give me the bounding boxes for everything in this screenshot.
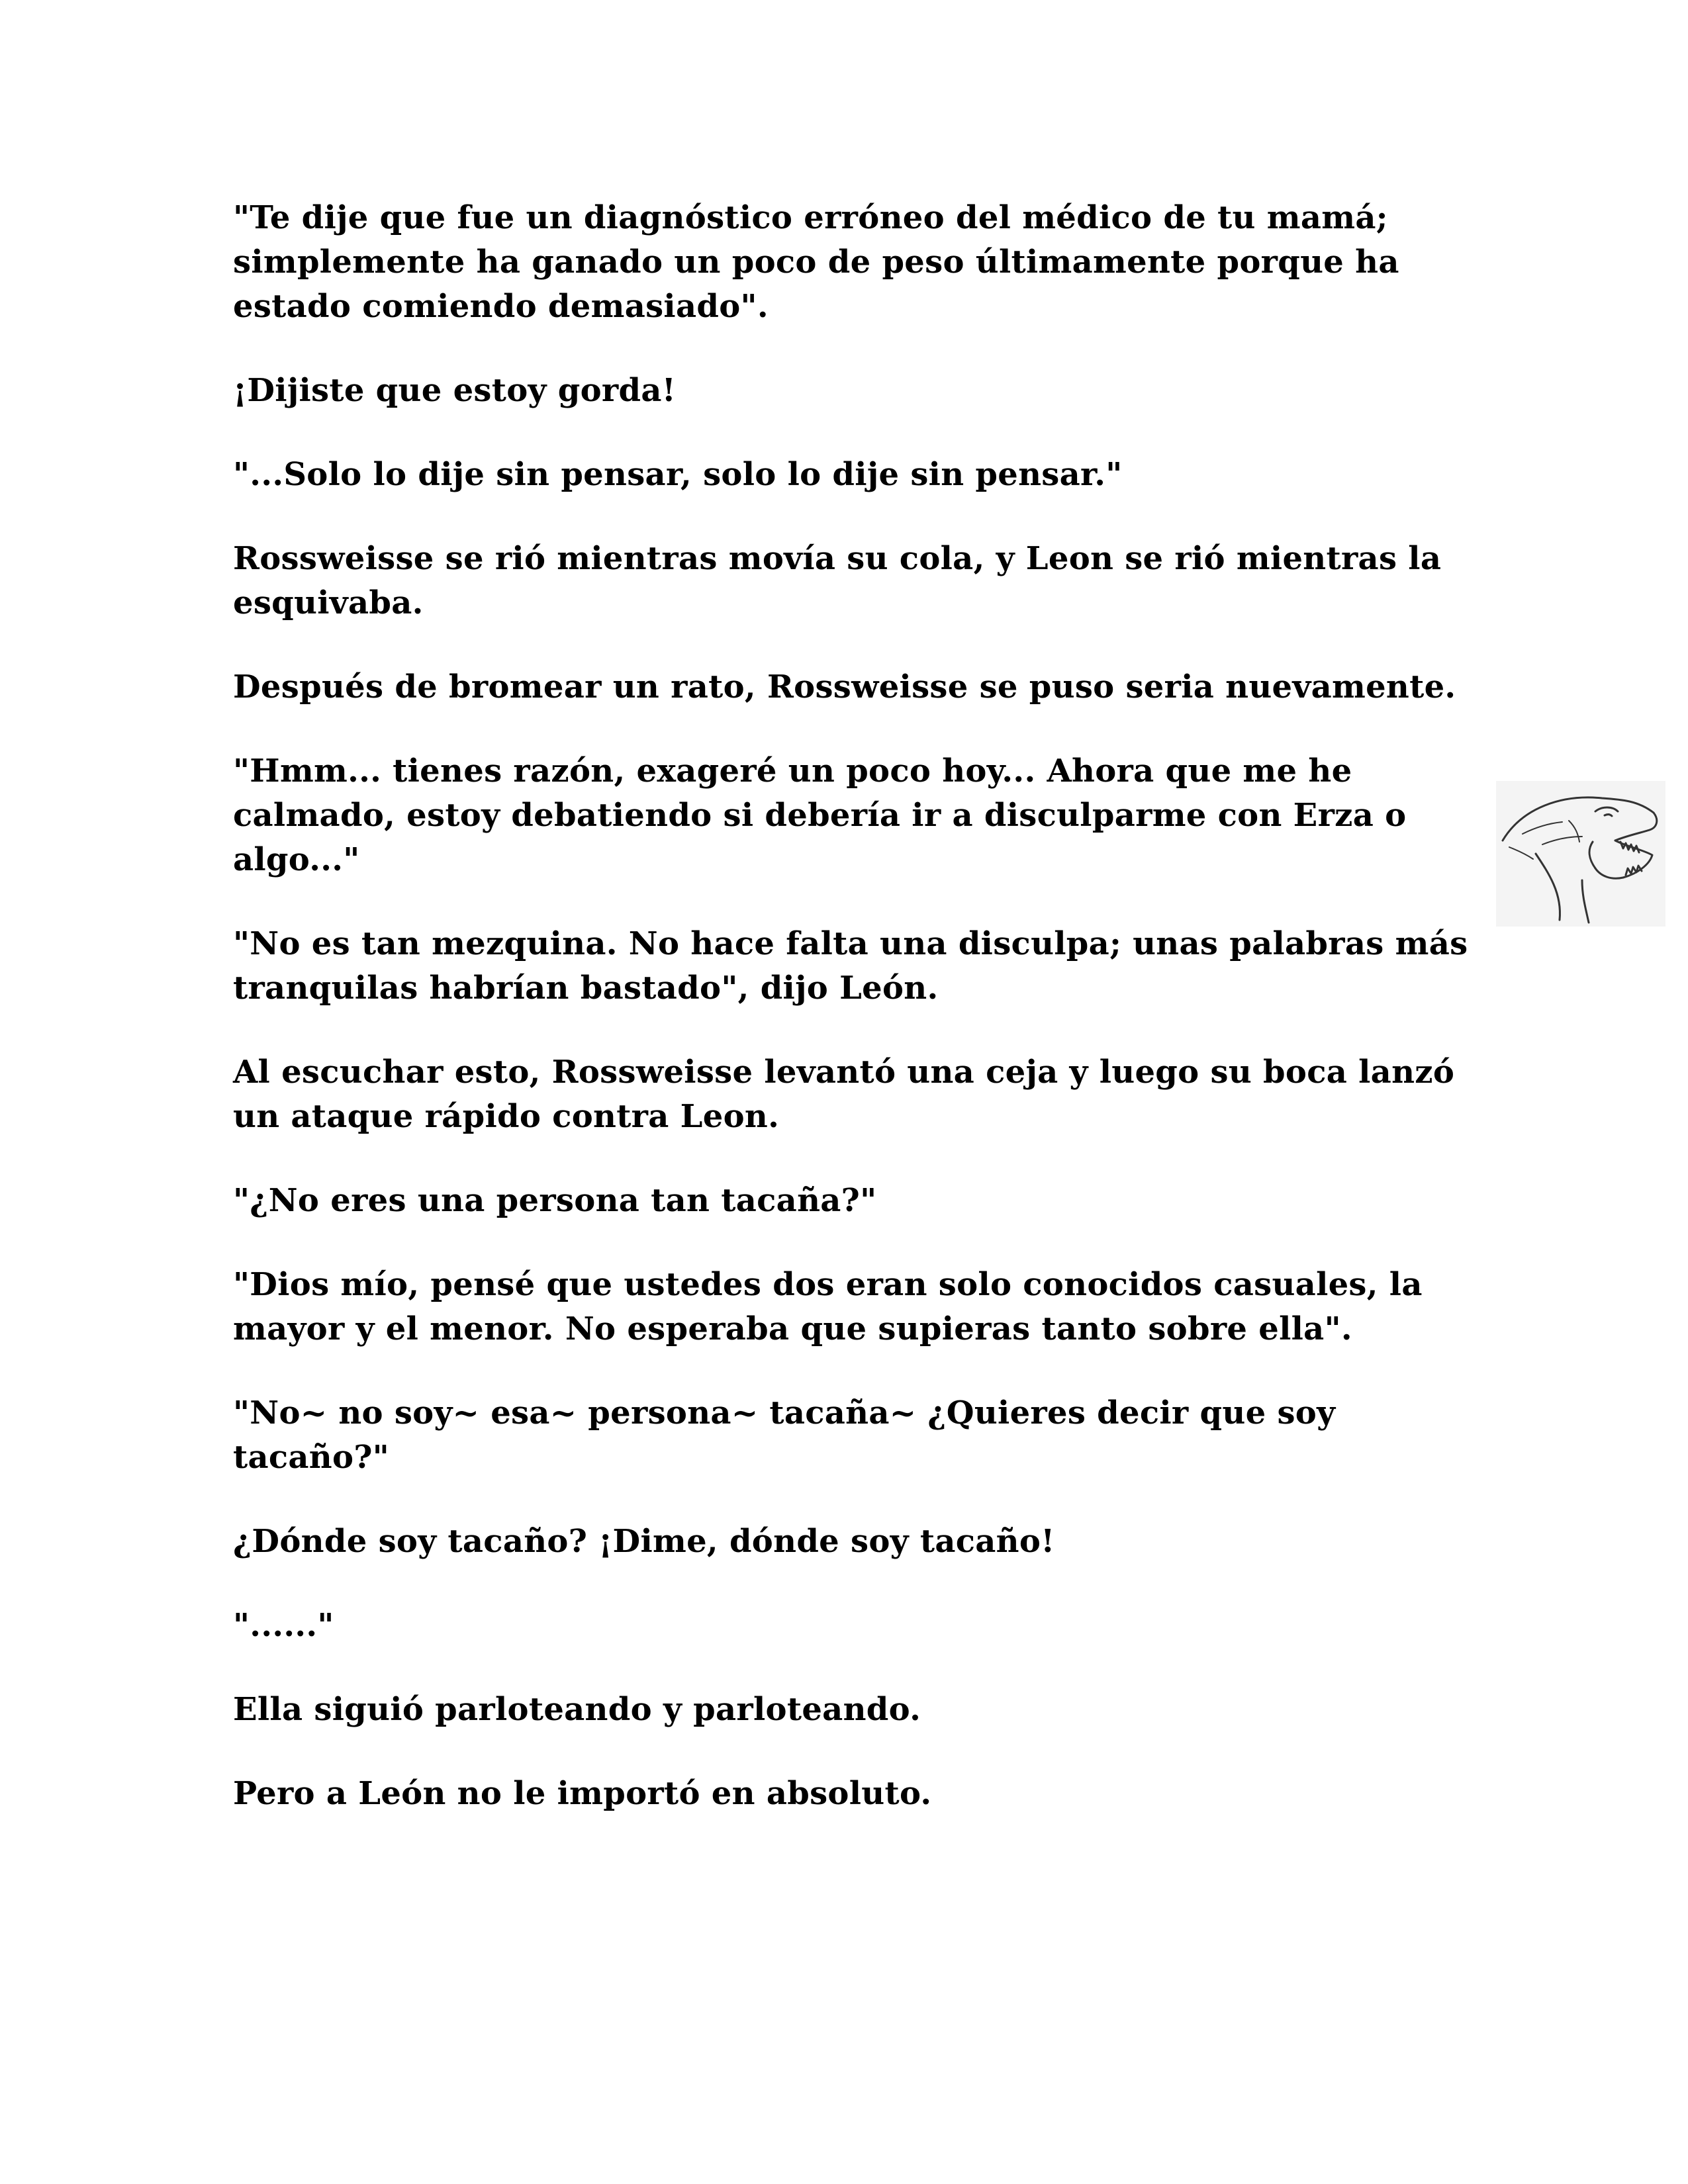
paragraph: "Dios mío, pensé que ustedes dos eran solo conocidos casuales, la mayor y el menor. No esperaba que supieras tanto sobre ella". — [233, 1266, 1423, 1347]
paragraph: Pero a León no le importó en absoluto. — [233, 1775, 932, 1812]
paragraph: "......" — [233, 1607, 334, 1644]
paragraph: Al escuchar esto, Rossweisse levantó una ceja y luego su boca lanzó un ataque rápido contra Leon. — [233, 1054, 1455, 1135]
paragraph: Ella siguió parloteando y parloteando. — [233, 1691, 921, 1728]
paragraph: "¿No eres una persona tan tacaña?" — [233, 1182, 877, 1219]
paragraph: "No es tan mezquina. No hace falta una disculpa; unas palabras más tranquilas habrían bastado", dijo León. — [233, 925, 1468, 1007]
paragraph: ¿Dónde soy tacaño? ¡Dime, dónde soy tacaño! — [233, 1523, 1055, 1560]
paragraph: "Hmm... tienes razón, exageré un poco hoy... Ahora que me he calmado, estoy debatiendo si debería ir a disculparme con Erza o algo..." — [233, 752, 1407, 878]
story-text — [233, 196, 1471, 1856]
dinosaur-head-sketch-icon — [1496, 781, 1665, 927]
paragraph: "...Solo lo dije sin pensar, solo lo dije sin pensar." — [233, 456, 1123, 493]
paragraph: "Te dije que fue un diagnóstico erróneo del médico de tu mamá; simplemente ha ganado un poco de peso últimamente porque ha estado comiendo demasiado". — [233, 199, 1399, 325]
paragraph: "No~ no soy~ esa~ persona~ tacaña~ ¿Quieres decir que soy tacaño?" — [233, 1394, 1336, 1476]
paragraph: ¡Dijiste que estoy gorda! — [233, 372, 677, 409]
paragraph: Después de bromear un rato, Rossweisse se puso seria nuevamente. — [233, 668, 1456, 705]
paragraph: Rossweisse se rió mientras movía su cola, y Leon se rió mientras la esquivaba. — [233, 540, 1442, 621]
